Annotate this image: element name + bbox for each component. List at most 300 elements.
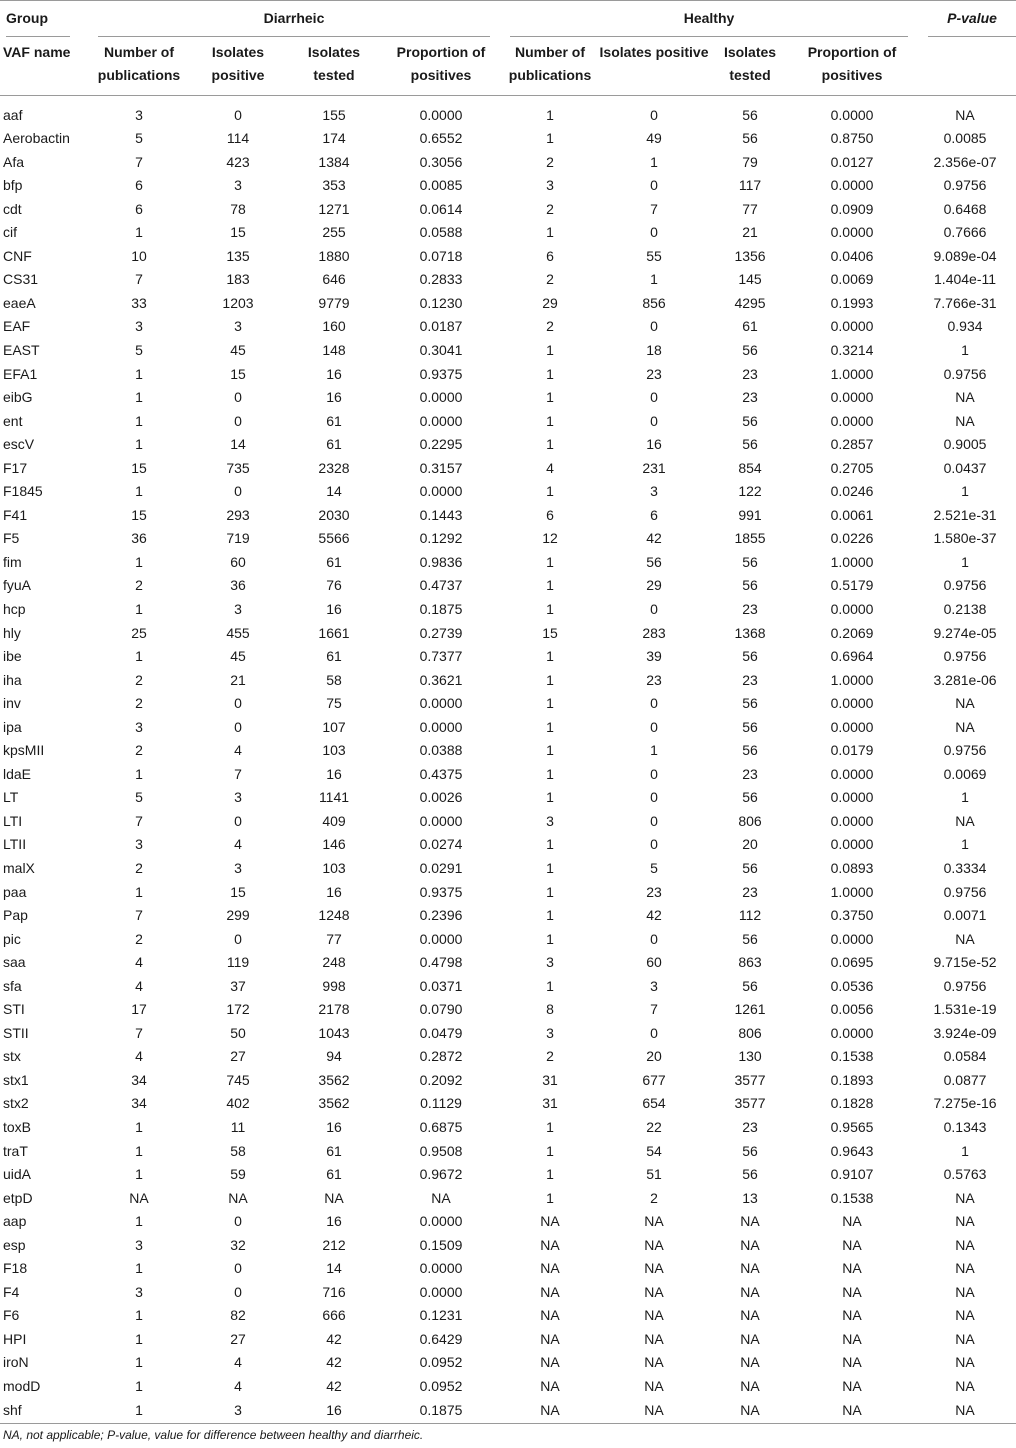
healthy-publications-cell: 1 — [546, 718, 554, 735]
diarrheic-proportion-cell: 0.4375 — [419, 765, 463, 782]
healthy-tested-cell: 23 — [742, 765, 758, 782]
diarrheic-proportion-cell: 0.0479 — [419, 1024, 463, 1041]
diarrheic-positive-cell: 37 — [230, 977, 246, 994]
diarrheic-tested-cell: 174 — [322, 130, 346, 147]
table-footnote: NA, not applicable; P-value, value for difference between healthy and diarrheic. — [3, 1428, 424, 1442]
table-row — [0, 716, 1016, 740]
healthy-tested-cell: 56 — [742, 930, 758, 947]
healthy-tested-cell: 21 — [742, 224, 758, 241]
diarrheic-publications-cell: 2 — [135, 930, 143, 947]
vaf-name-cell: stx2 — [3, 1095, 29, 1112]
diarrheic-proportion-cell: 0.9672 — [419, 1166, 463, 1183]
diarrheic-positive-cell: 299 — [226, 907, 250, 924]
healthy-proportion-cell: 0.0000 — [830, 812, 874, 829]
healthy-publications-cell: 1 — [546, 130, 554, 147]
healthy-publications-cell: 1 — [546, 106, 554, 123]
healthy-publications-cell: NA — [540, 1307, 560, 1324]
pvalue-header — [928, 0, 1016, 37]
healthy-tested-cell: 991 — [738, 506, 762, 523]
healthy-tested-cell: 1261 — [734, 1001, 766, 1018]
vaf-name-cell: STII — [3, 1024, 29, 1041]
diarrheic-positive-cell: 183 — [226, 271, 250, 288]
healthy-publications-cell: 6 — [546, 247, 554, 264]
p-value-cell: 0.2138 — [943, 600, 987, 617]
diarrheic-positive-cell: 3 — [234, 860, 242, 876]
healthy-publications-cell: 1 — [546, 1189, 554, 1206]
vaf-name-cell: F5 — [3, 530, 20, 547]
healthy-tested-cell: 130 — [738, 1048, 762, 1065]
vaf-name-cell: bfp — [3, 177, 23, 194]
diarrheic-tested-cell: 42 — [326, 1378, 342, 1395]
diarrheic-publications-cell: 5 — [135, 789, 143, 806]
vaf-name-cell: kpsMII — [3, 742, 45, 759]
healthy-positive-cell: 39 — [646, 648, 662, 665]
diarrheic-tested-cell: 16 — [326, 765, 342, 782]
table-row — [0, 315, 1016, 339]
vaf-name-cell: aap — [3, 1213, 27, 1230]
diarrheic-positive-cell: 7 — [234, 765, 242, 782]
diarrheic-tested-cell: 16 — [326, 1401, 342, 1418]
healthy-positive-cell: 1 — [650, 153, 658, 170]
healthy-tested-cell: 3577 — [734, 1071, 766, 1088]
vaf-name-cell: cdt — [3, 200, 22, 217]
healthy-publications-cell: 1 — [546, 765, 554, 782]
diarrheic-tested-cell: 2328 — [318, 459, 350, 476]
healthy-publications-cell: NA — [540, 1354, 560, 1371]
healthy-tested-cell: 23 — [742, 1119, 758, 1136]
p-value-cell: 0.3334 — [943, 860, 987, 876]
healthy-tested-cell: NA — [740, 1330, 760, 1347]
table-row — [0, 975, 1016, 999]
vaf-name-header: VAF name — [3, 44, 71, 60]
healthy-publications-cell: 12 — [542, 530, 558, 547]
vaf-name-cell: escV — [3, 436, 35, 453]
table-row — [0, 1069, 1016, 1093]
healthy-positive-cell: 0 — [650, 812, 658, 829]
healthy-publications-cell: 1 — [546, 671, 554, 688]
diarrheic-tested-cell: 646 — [322, 271, 346, 288]
healthy-tested-cell: 77 — [742, 200, 758, 217]
healthy-tested-cell: 23 — [742, 365, 758, 382]
diarrheic-positive-cell: 0 — [234, 389, 242, 406]
vaf-name-cell: ibe — [3, 648, 22, 665]
healthy-proportion-cell: 0.0226 — [830, 530, 874, 547]
diarrheic-proportion-header: Proportion of positives — [396, 44, 486, 83]
table-row — [0, 1281, 1016, 1305]
diarrheic-proportion-cell: 0.0000 — [419, 106, 463, 123]
diarrheic-tested-cell: 16 — [326, 389, 342, 406]
healthy-tested-cell: 145 — [738, 271, 762, 288]
p-value-cell: 1 — [961, 836, 969, 853]
healthy-tested-cell: NA — [740, 1260, 760, 1277]
diarrheic-positive-cell: 82 — [230, 1307, 246, 1324]
table-row — [0, 410, 1016, 434]
healthy-tested-cell: 863 — [738, 954, 762, 971]
healthy-proportion-cell: 0.0000 — [830, 389, 874, 406]
table-row — [0, 363, 1016, 387]
diarrheic-tested-cell: 61 — [326, 1142, 342, 1159]
diarrheic-publications-cell: 6 — [135, 200, 143, 217]
diarrheic-positive-cell: 78 — [230, 200, 246, 217]
diarrheic-proportion-cell: 0.0718 — [419, 247, 463, 264]
vaf-name-cell: saa — [3, 954, 26, 971]
healthy-proportion-cell: NA — [842, 1236, 862, 1253]
healthy-tested-cell: 13 — [742, 1189, 758, 1206]
vaf-name-cell: LT — [3, 789, 19, 806]
table-row — [0, 881, 1016, 905]
healthy-tested-cell: 117 — [738, 177, 762, 194]
healthy-positive-cell: 0 — [650, 930, 658, 947]
diarrheic-publications-cell: 2 — [135, 695, 143, 712]
diarrheic-tested-cell: 103 — [322, 742, 346, 759]
healthy-proportion-cell: 0.0061 — [830, 506, 874, 523]
table-row — [0, 1328, 1016, 1352]
p-value-cell: NA — [955, 1283, 975, 1300]
diarrheic-publications-cell: 5 — [135, 130, 143, 147]
healthy-tested-cell: 854 — [738, 459, 762, 476]
diarrheic-proportion-cell: 0.0614 — [419, 200, 463, 217]
vaf-name-cell: etpD — [3, 1189, 33, 1206]
healthy-publications-cell: 1 — [546, 389, 554, 406]
diarrheic-publications-cell: 17 — [131, 1001, 147, 1018]
healthy-proportion-cell: 0.0909 — [830, 200, 874, 217]
healthy-publications-cell: 29 — [542, 294, 558, 311]
diarrheic-proportion-cell: 0.1509 — [419, 1236, 463, 1253]
diarrheic-proportion-cell: 0.2396 — [419, 907, 463, 924]
vaf-name-cell: ldaE — [3, 765, 32, 782]
healthy-proportion-cell: 0.0000 — [830, 695, 874, 712]
diarrheic-positive-cell: 0 — [234, 483, 242, 500]
healthy-publications-cell: NA — [540, 1236, 560, 1253]
diarrheic-positive-header: Isolates positive — [211, 44, 265, 83]
healthy-publications-cell: 1 — [546, 977, 554, 994]
healthy-positive-cell: 0 — [650, 412, 658, 429]
p-value-cell: 3.924e-09 — [933, 1024, 997, 1041]
diarrheic-tested-cell: NA — [324, 1189, 344, 1206]
diarrheic-proportion-cell: 0.1129 — [420, 1095, 462, 1112]
p-value-cell: 0.0071 — [943, 907, 987, 924]
diarrheic-publications-cell: 7 — [135, 812, 143, 829]
healthy-publications-cell: 1 — [546, 1119, 554, 1136]
healthy-proportion-cell: NA — [842, 1213, 862, 1230]
p-value-cell: 0.934 — [947, 318, 983, 335]
diarrheic-publications-cell: 1 — [135, 224, 143, 241]
diarrheic-proportion-cell: 0.2739 — [419, 624, 463, 641]
vaf-name-cell: sfa — [3, 977, 22, 994]
vaf-name-cell: LTII — [3, 836, 27, 853]
diarrheic-positive-cell: 0 — [234, 718, 242, 735]
diarrheic-positive-cell: 719 — [226, 530, 250, 547]
pvalue-empty-header — [914, 37, 1016, 95]
diarrheic-positive-cell: 0 — [234, 930, 242, 947]
diarrheic-proportion-cell: 0.0388 — [419, 742, 463, 759]
p-value-cell: 0.9756 — [943, 742, 987, 759]
table-header — [0, 0, 1016, 95]
p-value-cell: 3.281e-06 — [933, 671, 997, 688]
diarrheic-tested-cell: 2030 — [318, 506, 350, 523]
diarrheic-tested-cell: 16 — [326, 600, 342, 617]
healthy-positive-cell: NA — [644, 1260, 664, 1277]
p-value-cell: NA — [955, 1189, 975, 1206]
table-row — [0, 268, 1016, 292]
table-row — [0, 1163, 1016, 1187]
p-value-cell: NA — [955, 1354, 975, 1371]
healthy-publications-cell: 2 — [546, 200, 554, 217]
diarrheic-tested-cell: 160 — [322, 318, 346, 335]
table-row — [0, 598, 1016, 622]
table-row — [0, 1140, 1016, 1164]
diarrheic-proportion-cell: 0.9375 — [419, 365, 463, 382]
diarrheic-publications-cell: 10 — [131, 247, 147, 264]
diarrheic-tested-cell: 255 — [322, 224, 346, 241]
diarrheic-publications-cell: 7 — [135, 153, 143, 170]
diarrheic-publications-cell: 1 — [135, 1401, 143, 1418]
diarrheic-publications-cell: 5 — [135, 341, 143, 358]
diarrheic-publications-cell: 1 — [135, 1213, 143, 1230]
healthy-tested-cell: 56 — [742, 436, 758, 453]
diarrheic-tested-cell: 61 — [326, 436, 342, 453]
healthy-publications-cell: 8 — [546, 1001, 554, 1018]
p-value-cell: NA — [955, 1236, 975, 1253]
diarrheic-publications-cell: 3 — [135, 1283, 143, 1300]
diarrheic-proportion-cell: 0.3056 — [419, 153, 463, 170]
diarrheic-positive-cell: 735 — [226, 459, 250, 476]
healthy-tested-cell: 56 — [742, 1166, 758, 1183]
healthy-proportion-cell: 0.2705 — [830, 459, 874, 476]
diarrheic-publications-cell: 1 — [135, 648, 143, 665]
group-header-cell — [0, 0, 90, 37]
diarrheic-publications-cell: 1 — [135, 1166, 143, 1183]
healthy-proportion-cell: 0.0000 — [830, 765, 874, 782]
diarrheic-publications-cell: 7 — [135, 271, 143, 288]
healthy-positive-cell: 29 — [646, 577, 662, 594]
p-value-cell: 0.9005 — [943, 436, 987, 453]
healthy-positive-cell: 654 — [642, 1095, 666, 1112]
healthy-proportion-cell: 0.1828 — [830, 1095, 874, 1112]
vaf-name-cell: F6 — [3, 1307, 20, 1324]
diarrheic-publications-cell: 25 — [131, 624, 147, 641]
diarrheic-publications-cell: 15 — [131, 459, 147, 476]
header-rule-cell — [0, 95, 90, 104]
table-row — [0, 857, 1016, 881]
diarrheic-publications-cell: 7 — [135, 907, 143, 924]
diarrheic-tested-cell: 1384 — [318, 153, 350, 170]
diarrheic-proportion-cell: 0.0000 — [419, 483, 463, 500]
healthy-tested-cell: 1356 — [734, 247, 766, 264]
healthy-publications-cell: NA — [540, 1213, 560, 1230]
healthy-proportion-cell: 1.0000 — [830, 883, 874, 900]
diarrheic-positive-cell: 0 — [234, 412, 242, 429]
table-row — [0, 1187, 1016, 1211]
healthy-proportion-cell: 0.0000 — [830, 930, 874, 947]
healthy-proportion-cell: 0.9643 — [830, 1142, 874, 1159]
diarrheic-tested-cell: 94 — [326, 1048, 342, 1065]
diarrheic-proportion-cell: 0.0000 — [419, 389, 463, 406]
diarrheic-tested-cell: 1043 — [318, 1024, 350, 1041]
healthy-proportion-cell: 0.0179 — [830, 742, 874, 759]
diarrheic-proportion-cell: 0.6552 — [419, 130, 463, 147]
diarrheic-publications-cell: 33 — [131, 294, 147, 311]
healthy-publications-cell: 1 — [546, 695, 554, 712]
healthy-positive-cell: 42 — [646, 907, 662, 924]
healthy-tested-cell: 806 — [738, 812, 762, 829]
healthy-positive-cell: 49 — [646, 130, 662, 147]
healthy-publications-cell: 4 — [546, 459, 554, 476]
table-row — [0, 669, 1016, 693]
table-row — [0, 810, 1016, 834]
diarrheic-proportion-cell: 0.0000 — [419, 1260, 463, 1277]
healthy-publications-cell: NA — [540, 1283, 560, 1300]
diarrheic-proportion-cell: 0.0000 — [419, 812, 463, 829]
header-rule-cell — [598, 95, 710, 104]
p-value-cell: 0.5763 — [943, 1166, 987, 1183]
vaf-name-cell: stx — [3, 1048, 21, 1065]
healthy-proportion-cell: 0.0000 — [830, 224, 874, 241]
diarrheic-proportion-cell: 0.3041 — [419, 341, 463, 358]
healthy-positive-cell: 2 — [650, 1189, 658, 1206]
p-value-cell: 0.6468 — [943, 200, 987, 217]
vaf-name-cell: paa — [3, 883, 27, 900]
diarrheic-proportion-cell: 0.0274 — [419, 836, 463, 853]
p-value-cell: NA — [955, 1307, 975, 1324]
diarrheic-publications-cell: 7 — [135, 1024, 143, 1041]
vaf-name-cell: hly — [3, 624, 21, 641]
p-value-cell: 0.7666 — [943, 224, 987, 241]
vaf-name-cell: stx1 — [3, 1071, 29, 1088]
healthy-proportion-cell: 0.3750 — [830, 907, 874, 924]
p-value-cell: NA — [955, 1213, 975, 1230]
diarrheic-positive-cell: 172 — [226, 1001, 250, 1018]
diarrheic-tested-cell: 61 — [326, 1166, 342, 1183]
p-value-cell: 2.356e-07 — [933, 153, 997, 170]
diarrheic-positive-cell: 402 — [226, 1095, 250, 1112]
healthy-tested-cell: 79 — [742, 153, 758, 170]
table-row — [0, 1257, 1016, 1281]
diarrheic-publications-cell: 1 — [135, 1378, 143, 1395]
healthy-positive-cell: 3 — [650, 483, 658, 500]
p-value-cell: NA — [955, 695, 975, 712]
diarrheic-proportion-cell: 0.1875 — [419, 1401, 463, 1418]
healthy-publications-cell: 3 — [546, 1024, 554, 1041]
table-row — [0, 928, 1016, 952]
p-value-cell: 0.9756 — [943, 577, 987, 594]
healthy-proportion-cell: 1.0000 — [830, 671, 874, 688]
healthy-publications-cell: 1 — [546, 577, 554, 594]
p-value-cell: 1 — [961, 789, 969, 806]
diarrheic-proportion-cell: 0.9508 — [419, 1142, 463, 1159]
diarrheic-proportion-cell: 0.2295 — [419, 436, 463, 453]
healthy-publications-cell: 3 — [546, 177, 554, 194]
diarrheic-positive-cell: 14 — [230, 436, 246, 453]
vaf-name-cell: EAF — [3, 318, 31, 335]
diarrheic-positive-cell: 4 — [234, 1354, 242, 1371]
diarrheic-positive-cell: 1203 — [222, 294, 254, 311]
healthy-proportion-cell: NA — [842, 1401, 862, 1418]
healthy-tested-cell: NA — [740, 1283, 760, 1300]
healthy-positive-cell: 16 — [646, 436, 662, 453]
vaf-name-cell: LTI — [3, 812, 23, 829]
healthy-publications-cell: 1 — [546, 742, 554, 759]
diarrheic-tested-cell: 1271 — [318, 200, 350, 217]
healthy-tested-cell: 56 — [742, 553, 758, 570]
healthy-tested-cell: 56 — [742, 1142, 758, 1159]
healthy-proportion-cell: 0.9107 — [830, 1166, 874, 1183]
diarrheic-positive-cell: 0 — [234, 695, 242, 712]
healthy-tested-cell: 56 — [742, 577, 758, 594]
healthy-proportion-cell: 0.1538 — [830, 1189, 874, 1206]
diarrheic-publications-cell: 36 — [131, 530, 147, 547]
healthy-proportion-cell: NA — [842, 1330, 862, 1347]
table-row — [0, 151, 1016, 175]
diarrheic-publications-cell: 1 — [135, 412, 143, 429]
healthy-proportion-cell: 0.3214 — [830, 341, 874, 358]
p-value-cell: 1 — [961, 553, 969, 570]
healthy-tested-cell: 56 — [742, 789, 758, 806]
healthy-proportion-cell: NA — [842, 1260, 862, 1277]
vaf-name-cell: malX — [3, 860, 35, 876]
healthy-positive-cell: 856 — [642, 294, 666, 311]
diarrheic-positive-cell: 3 — [234, 789, 242, 806]
diarrheic-publications-cell: 4 — [135, 977, 143, 994]
group-header: Group — [6, 0, 70, 37]
diarrheic-tested-header: Isolates tested — [307, 44, 361, 83]
diarrheic-positive-cell: 45 — [230, 341, 246, 358]
diarrheic-tested-cell: 3562 — [318, 1095, 350, 1112]
table-row — [0, 998, 1016, 1022]
vaf-name-cell: F4 — [3, 1283, 20, 1300]
diarrheic-proportion-cell: 0.0000 — [419, 1213, 463, 1230]
diarrheic-proportion-cell: 0.0371 — [419, 977, 463, 994]
vaf-name-cell: modD — [3, 1378, 41, 1395]
healthy-tested-cell: 56 — [742, 412, 758, 429]
healthy-tested-header: Isolates tested — [723, 44, 777, 83]
healthy-positive-cell: 0 — [650, 177, 658, 194]
healthy-positive-cell: 1 — [650, 271, 658, 288]
diarrheic-positive-cell: 11 — [230, 1119, 246, 1136]
table-row — [0, 480, 1016, 504]
table-row — [0, 763, 1016, 787]
diarrheic-publications-cell: 3 — [135, 1236, 143, 1253]
healthy-publications-cell: 1 — [546, 883, 554, 900]
diarrheic-positive-cell: 114 — [226, 130, 250, 147]
header-rule-cell — [914, 95, 1016, 104]
healthy-proportion-cell: 0.0246 — [830, 483, 874, 500]
healthy-publications-cell: 3 — [546, 954, 554, 971]
vaf-name-cell: CS31 — [3, 271, 39, 288]
healthy-tested-cell: 61 — [742, 318, 758, 335]
diarrheic-positive-cell: 745 — [226, 1071, 250, 1088]
p-value-cell: 0.9756 — [943, 883, 987, 900]
healthy-positive-cell: 0 — [650, 695, 658, 712]
pvalue-header-cell — [914, 0, 1016, 37]
diarrheic-tested-cell: 1661 — [318, 624, 350, 641]
healthy-tested-cell: 1855 — [734, 530, 766, 547]
pvalue-label: P-value — [947, 10, 997, 26]
p-value-cell: 0.9756 — [943, 365, 987, 382]
p-value-cell: 7.275e-16 — [933, 1095, 997, 1112]
vaf-name-cell: eibG — [3, 389, 33, 406]
healthy-header-cell — [502, 0, 914, 37]
healthy-tested-cell: 23 — [742, 671, 758, 688]
table-row — [0, 457, 1016, 481]
healthy-proportion-cell: 0.0069 — [830, 271, 874, 288]
diarrheic-proportion-cell: 0.1443 — [419, 506, 463, 523]
diarrheic-positive-cell: 3 — [234, 318, 242, 335]
diarrheic-positive-cell: 3 — [234, 600, 242, 617]
header-rule-cell — [502, 95, 598, 104]
healthy-publications-cell: 1 — [546, 907, 554, 924]
diarrheic-publications-cell: 1 — [135, 1119, 143, 1136]
